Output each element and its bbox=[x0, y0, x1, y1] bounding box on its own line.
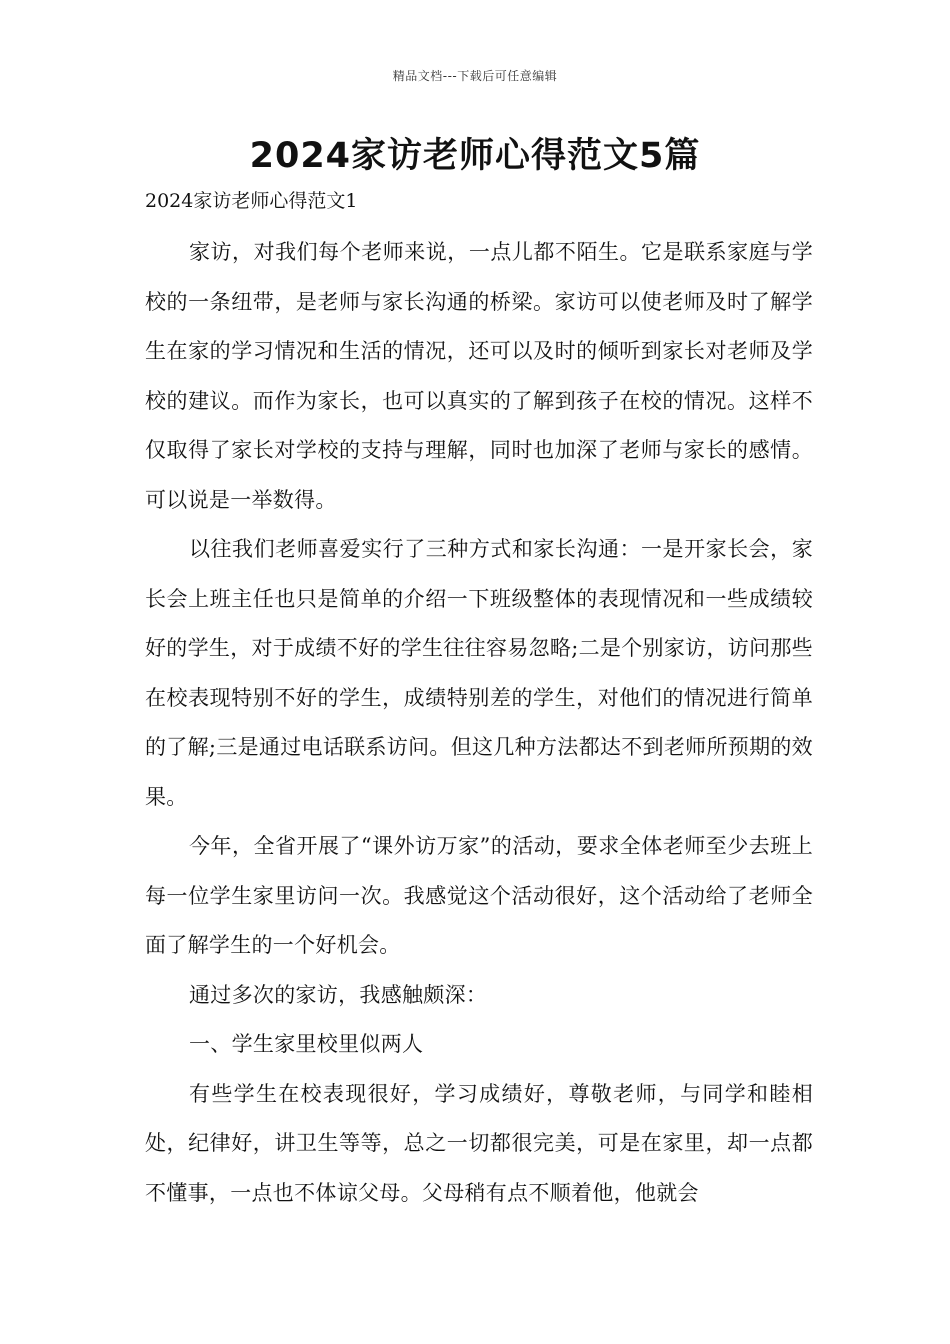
paragraph-4: 通过多次的家访，我感触颇深： bbox=[189, 982, 488, 1007]
header-note: 精品文档---下载后可任意编辑 bbox=[392, 69, 558, 83]
paragraph-1: 家访，对我们每个老师来说，一点儿都不陌生。它是联系家庭与学校的一条纽带，是老师与家长沟通的桥梁。家访可以使老师及时了解学生在家的学习情况和生活的情况，还可以及时的倾听到家长对老师及学校的建议。而作为家长，也可以真实的了解到孩子在校的情况。这样不仅取得了家长对学校的支持与理解，同时也加深了老师与家长的感情。可以说是一举数得。 bbox=[145, 240, 813, 512]
paragraph-3: 今年，全省开展了“课外访万家”的活动，要求全体老师至少去班上每一位学生家里访问一次。我感觉这个活动很好，这个活动给了老师全面了解学生的一个好机会。 bbox=[145, 834, 813, 957]
section-subtitle: 2024家访老师心得范文1 bbox=[145, 190, 358, 212]
section-heading-1: 一、学生家里校里似两人 bbox=[189, 1032, 424, 1056]
body-text bbox=[145, 228, 813, 1218]
paragraph-5: 有些学生在校表现很好，学习成绩好，尊敬老师，与同学和睦相处，纪律好，讲卫生等等，总之一切都很完美，可是在家里，却一点都不懂事，一点也不体谅父母。父母稍有点不顺着他，他就会 bbox=[145, 1081, 813, 1205]
document-title: 2024家访老师心得范文5篇 bbox=[249, 136, 701, 176]
paragraph-2: 以往我们老师喜爱实行了三种方式和家长沟通：一是开家长会，家长会上班主任也只是简单的介绍一下班级整体的表现情况和一些成绩较好的学生，对于成绩不好的学生往往容易忽略;二是个别家访，访问那些在校表现特别不好的学生，成绩特别差的学生，对他们的情况进行简单的了解;三是通过电话联系访问。但这几种方法都达不到老师所预期的效果。 bbox=[145, 537, 813, 809]
